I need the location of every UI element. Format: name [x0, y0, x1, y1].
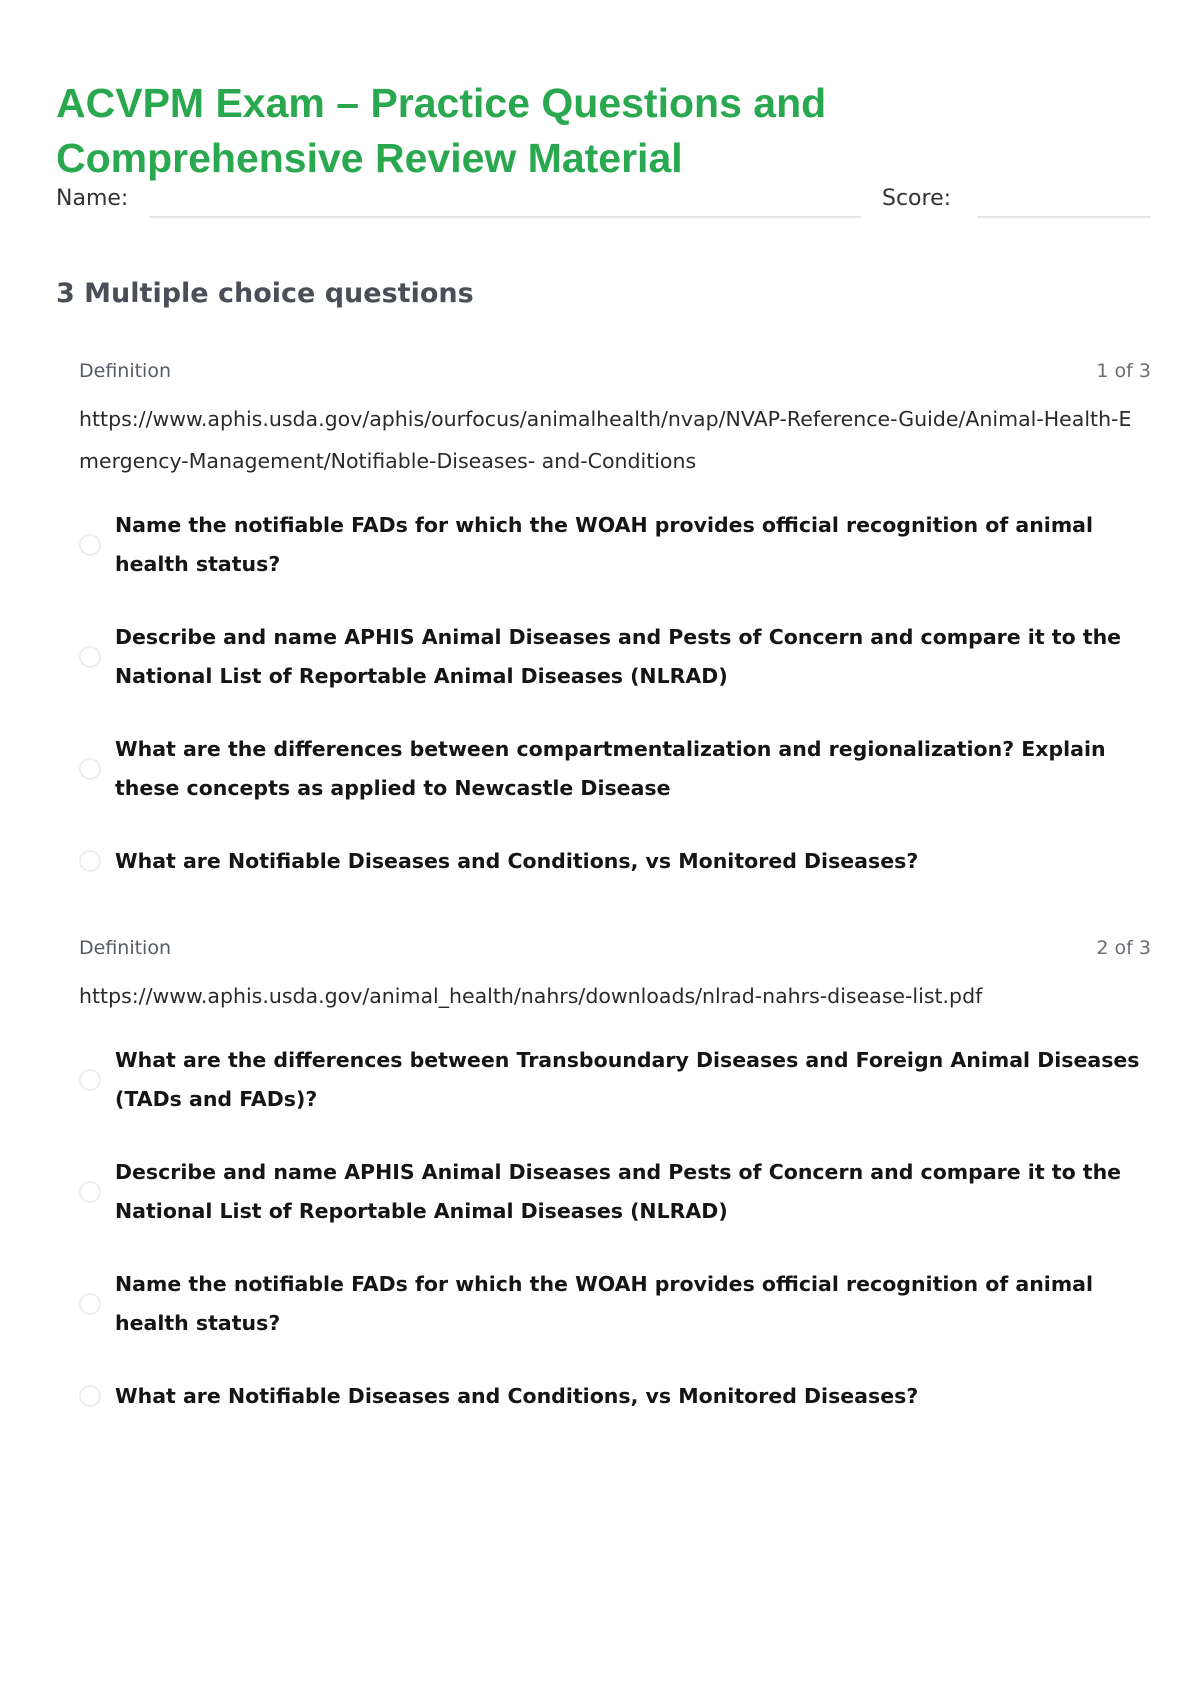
- answer-option[interactable]: [79, 506, 1151, 584]
- answer-option[interactable]: [79, 1153, 1151, 1231]
- radio-button[interactable]: [79, 1069, 101, 1091]
- question-card: [79, 937, 1151, 1450]
- answer-options: [79, 1041, 1151, 1416]
- name-score-row: [56, 186, 1151, 220]
- answer-option-text: Name the notifiable FADs for which the WOAH provides official recognition of animal health status?: [115, 513, 1094, 576]
- score-label: Score:: [882, 186, 952, 211]
- answer-option[interactable]: [79, 1265, 1151, 1343]
- answer-option-text: Describe and name APHIS Animal Diseases and Pests of Concern and compare it to the National List of Reportable Animal Diseases (NLRAD): [115, 1160, 1122, 1223]
- answer-option[interactable]: [79, 1377, 1151, 1416]
- radio-button[interactable]: [79, 534, 101, 556]
- name-label: Name:: [56, 186, 129, 211]
- page-title: ACVPM Exam – Practice Questions and Comprehensive Review Material: [56, 80, 827, 181]
- radio-button[interactable]: [79, 758, 101, 780]
- radio-button[interactable]: [79, 1293, 101, 1315]
- answer-option-text: What are the differences between Transboundary Diseases and Foreign Animal Diseases (TADs and FADs)?: [115, 1048, 1140, 1111]
- answer-option[interactable]: [79, 842, 1151, 881]
- answer-option-text: What are the differences between compartmentalization and regionalization? Explain these concepts as applied to Newcastle Disease: [115, 737, 1106, 800]
- question-type: Definition: [79, 937, 172, 959]
- question-type: Definition: [79, 360, 172, 382]
- radio-button[interactable]: [79, 1385, 101, 1407]
- radio-button[interactable]: [79, 1181, 101, 1203]
- radio-button[interactable]: [79, 850, 101, 872]
- answer-options: [79, 506, 1151, 881]
- question-prompt: https://www.aphis.usda.gov/animal_health/nahrs/downloads/nlrad-nahrs-disease-list.pdf: [79, 984, 983, 1008]
- answer-option-text: What are Notifiable Diseases and Conditions, vs Monitored Diseases?: [115, 1384, 919, 1408]
- answer-option[interactable]: [79, 618, 1151, 696]
- answer-option-text: Describe and name APHIS Animal Diseases and Pests of Concern and compare it to the National List of Reportable Animal Diseases (NLRAD): [115, 625, 1122, 688]
- answer-option[interactable]: [79, 730, 1151, 808]
- question-prompt: https://www.aphis.usda.gov/aphis/ourfocus/animalhealth/nvap/NVAP-Reference-Guide/Animal-Health-Emergency-Management/Notifiable-Diseases- and-Conditions: [79, 407, 1132, 473]
- section-heading: 3 Multiple choice questions: [56, 278, 474, 309]
- question-counter: 1 of 3: [1096, 360, 1151, 382]
- answer-option-text: Name the notifiable FADs for which the WOAH provides official recognition of animal health status?: [115, 1272, 1094, 1335]
- question-card: [79, 360, 1151, 915]
- radio-button[interactable]: [79, 646, 101, 668]
- question-meta: [79, 937, 1151, 965]
- question-counter: 2 of 3: [1096, 937, 1151, 959]
- answer-option[interactable]: [79, 1041, 1151, 1119]
- question-meta: [79, 360, 1151, 388]
- name-field[interactable]: [149, 216, 861, 218]
- score-field[interactable]: [977, 216, 1151, 218]
- answer-option-text: What are Notifiable Diseases and Conditions, vs Monitored Diseases?: [115, 849, 919, 873]
